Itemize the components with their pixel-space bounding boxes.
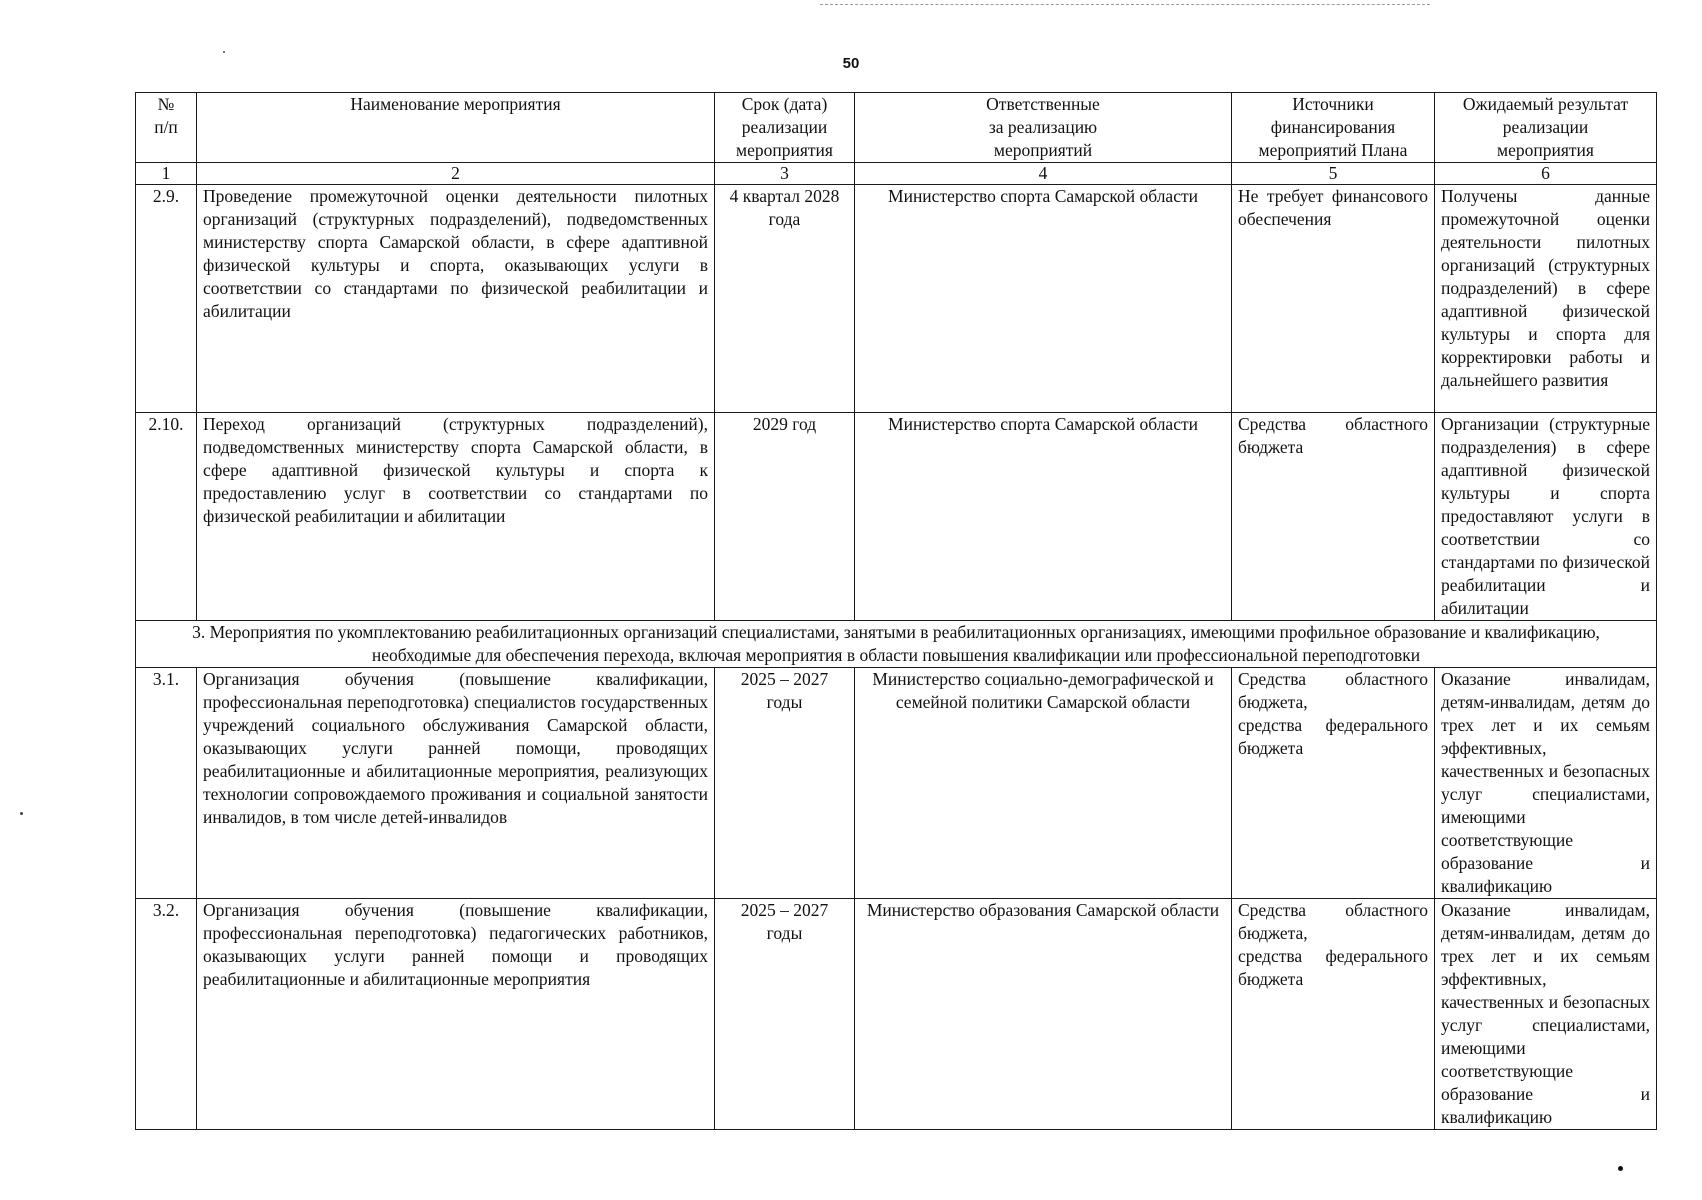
table-row (136, 185, 1657, 413)
row-term: 2025 – 2027 годы (715, 899, 855, 1130)
row-funding: Средства областного бюджета (1232, 413, 1435, 621)
column-number: 1 (136, 163, 197, 185)
row-responsible: Министерство социально-демографической и семейной политики Самарской области (855, 668, 1232, 899)
row-number: 3.1. (136, 668, 197, 899)
header-name: Наименование мероприятия (197, 93, 715, 163)
row-responsible: Министерство образования Самарской области (855, 899, 1232, 1130)
row-responsible: Министерство спорта Самарской области (855, 413, 1232, 621)
page-number: 50 (842, 55, 860, 72)
section-header-row (136, 621, 1657, 668)
row-activity-name: Организация обучения (повышение квалификации, профессиональная переподготовка) педагогических работников, оказывающих услуги ранней помощи и проводящих реабилитационные и абилитационные мероприятия (197, 899, 715, 1130)
row-funding: Средства областного бюджета, средства федерального бюджета (1232, 899, 1435, 1130)
header-term: Срок (дата) реализации мероприятия (715, 93, 855, 163)
scan-speck (20, 812, 23, 815)
column-number: 3 (715, 163, 855, 185)
row-term: 2025 – 2027 годы (715, 668, 855, 899)
table-row (136, 413, 1657, 621)
row-term: 2029 год (715, 413, 855, 621)
row-funding: Не требует финансового обеспечения (1232, 185, 1435, 413)
row-responsible: Министерство спорта Самарской области (855, 185, 1232, 413)
header-funding: Источники финансирования мероприятий Плана (1232, 93, 1435, 163)
row-activity-name: Переход организаций (структурных подразделений), подведомственных министерству спорта Самарской области, в сфере адаптивной физической культуры и спорта к предоставлению услуг в соответствии со стандартами по физической реабилитации и абилитации (197, 413, 715, 621)
row-result: Оказание инвалидам, детям-инвалидам, детям до трех лет и их семьям эффективных, качественных и безопасных услуг специалистами, имеющими соответствующие образование и квалификацию (1435, 668, 1657, 899)
column-number: 5 (1232, 163, 1435, 185)
scan-speck (223, 51, 225, 53)
scan-edge-line (820, 4, 1430, 5)
row-result: Оказание инвалидам, детям-инвалидам, детям до трех лет и их семьям эффективных, качественных и безопасных услуг специалистами, имеющими соответствующие образование и квалификацию (1435, 899, 1657, 1130)
row-activity-name: Организация обучения (повышение квалификации, профессиональная переподготовка) специалистов государственных учреждений социального обслуживания Самарской области, оказывающих услуги ранней помощи, проводящих реабилитационные и абилитационные мероприятия, реализующих технологии сопровождаемого проживания и социальной занятости инвалидов, в том числе детей-инвалидов (197, 668, 715, 899)
row-activity-name: Проведение промежуточной оценки деятельности пилотных организаций (структурных подразделений), подведомственных министерству спорта Самарской области, в сфере адаптивной физической культуры и спорта, оказывающих услуги в соответствии со стандартами по физической реабилитации и абилитации (197, 185, 715, 413)
row-number: 3.2. (136, 899, 197, 1130)
table-row (136, 668, 1657, 899)
column-number-row (136, 163, 1657, 185)
table-row (136, 899, 1657, 1130)
column-number: 4 (855, 163, 1232, 185)
row-term: 4 квартал 2028 года (715, 185, 855, 413)
row-result: Организации (структурные подразделения) в сфере адаптивной физической культуры и спорта предоставляют услуги в соответствии со стандартами по физической реабилитации и абилитации (1435, 413, 1657, 621)
header-responsible: Ответственные за реализацию мероприятий (855, 93, 1232, 163)
row-number: 2.10. (136, 413, 197, 621)
section-3-title: 3. Мероприятия по укомплектованию реабилитационных организаций специалистами, занятыми в реабилитационных организациях, имеющими профильное образование и квалификацию, необходимые для обеспечения перехода, включая мероприятия в области повышения квалификации или профессиональной переподготовки (136, 621, 1657, 668)
column-number: 2 (197, 163, 715, 185)
header-row (136, 93, 1657, 163)
header-result: Ожидаемый результат реализации мероприятия (1435, 93, 1657, 163)
row-funding: Средства областного бюджета, средства федерального бюджета (1232, 668, 1435, 899)
row-result: Получены данные промежуточной оценки деятельности пилотных организаций (структурных подразделений) в сфере адаптивной физической культуры и спорта для корректировки работы и дальнейшего развития (1435, 185, 1657, 413)
plan-table (135, 92, 1657, 1130)
table-body (136, 93, 1657, 1130)
scan-speck (1618, 1166, 1623, 1171)
column-number: 6 (1435, 163, 1657, 185)
row-number: 2.9. (136, 185, 197, 413)
header-number: № п/п (136, 93, 197, 163)
